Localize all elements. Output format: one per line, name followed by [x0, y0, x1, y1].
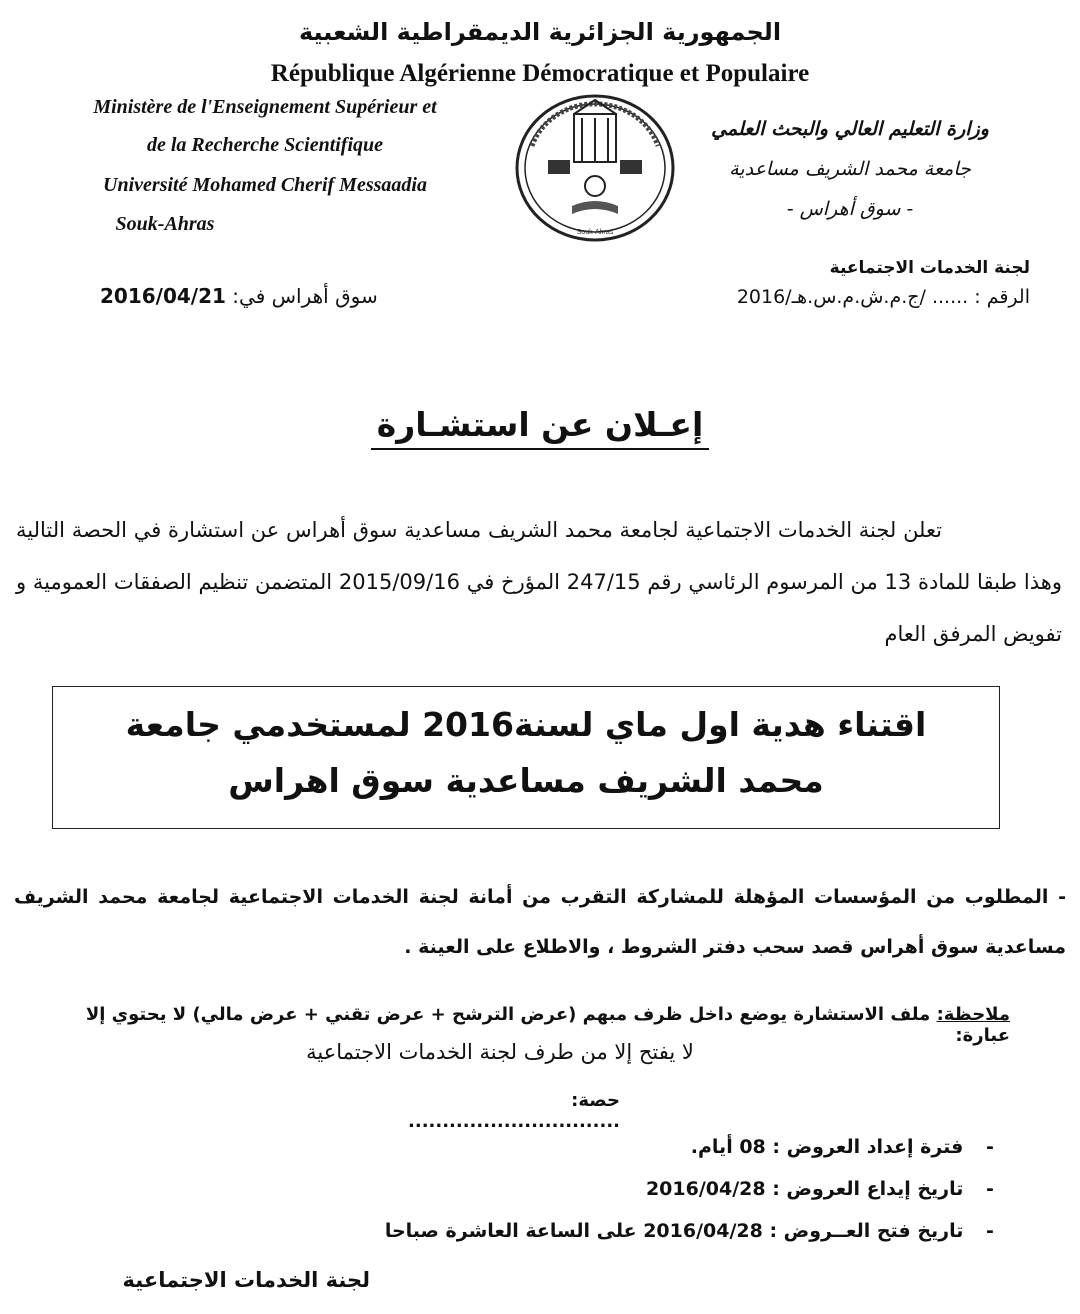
university-logo	[512, 88, 678, 244]
detail-item: - تاريخ إيداع العروض : 2016/04/28	[645, 1178, 994, 1200]
republic-title-ar: الجمهورية الجزائرية الديمقراطية الشعبية	[298, 18, 782, 46]
detail-item: - تاريخ فتح العــروض : 2016/04/28 على الساعة العاشرة صباحا	[384, 1220, 994, 1242]
university-name-ar: جامعة محمد الشريف مساعدية	[729, 158, 971, 180]
detail-label: تاريخ إيداع العروض :	[772, 1178, 964, 1200]
signature-committee: لجنة الخدمات الاجتماعية	[122, 1268, 370, 1292]
reference-label: الرقم :	[974, 286, 1030, 308]
republic-title-fr: République Algérienne Démocratique et Populaire	[270, 60, 810, 87]
ministry-fr-line-2: de la Recherche Scientifique	[146, 134, 384, 156]
issue-date	[100, 284, 378, 308]
subject-text: اقتناء هدية اول ماي لسنة2016 لمستخدمي جامعة محمد الشريف مساعدية سوق اهراس	[125, 705, 927, 800]
committee-header: لجنة الخدمات الاجتماعية	[829, 258, 1030, 278]
intro-paragraph: تعلن لجنة الخدمات الاجتماعية لجامعة محمد الشريف مساعدية سوق أهراس عن استشارة في الحصة التالية وهذا طبقا للمادة 13 من المرسوم الرئاسي رقم 247/15 المؤرخ في 2015/09/16 المتضمن تنظيم الصفقات العمومية و تفويض المرفق العام	[16, 518, 1062, 646]
reference-value: ...... /ج.م.ش.م.س.هـ/2016	[736, 286, 969, 308]
note-label: ملاحظة:	[936, 1004, 1010, 1025]
reference-number	[737, 286, 1030, 308]
detail-label: تاريخ فتح العــروض :	[769, 1220, 964, 1242]
detail-label: فترة إعداد العروض :	[772, 1136, 964, 1158]
lot-line: حصة: ...............................	[408, 1090, 620, 1132]
note-text: ملف الاستشارة يوضع داخل ظرف مبهم (عرض الترشح + عرض تقني + عرض مالي) لا يحتوي إلا عبارة:	[85, 1004, 1010, 1046]
svg-text:Souk-Ahras: Souk-Ahras	[576, 229, 614, 236]
city-ar: - سوق أهراس -	[786, 198, 914, 220]
detail-value: 2016/04/28 على الساعة العاشرة صباحا	[384, 1220, 763, 1242]
detail-item: - فترة إعداد العروض : 08 أيام.	[690, 1136, 994, 1158]
university-name-fr: Université Mohamed Cherif Messaadia	[103, 174, 427, 196]
ministry-ar: وزارة التعليم العالي والبحث العلمي	[711, 118, 989, 140]
note-envelope-text: لا يفتح إلا من طرف لجنة الخدمات الاجتماعية	[306, 1040, 694, 1064]
date-value: 2016/04/21	[100, 284, 226, 308]
subject-box	[52, 686, 1000, 829]
ministry-fr-line-1: Ministère de l'Enseignement Supérieur et	[93, 96, 437, 118]
requirement-paragraph: - المطلوب من المؤسسات المؤهلة للمشاركة التقرب من أمانة لجنة الخدمات الاجتماعية لجامعة محمد الشريف مساعدية سوق أهراس قصد سحب دفتر الشروط ، والاطلاع على العينة .	[14, 886, 1066, 958]
city-fr: Souk-Ahras	[115, 213, 215, 235]
date-label: سوق أهراس في:	[232, 284, 378, 308]
page-title: إعـلان عن استشـارة	[340, 405, 740, 444]
detail-value: 08 أيام.	[690, 1136, 766, 1158]
detail-value: 2016/04/28	[645, 1178, 766, 1200]
